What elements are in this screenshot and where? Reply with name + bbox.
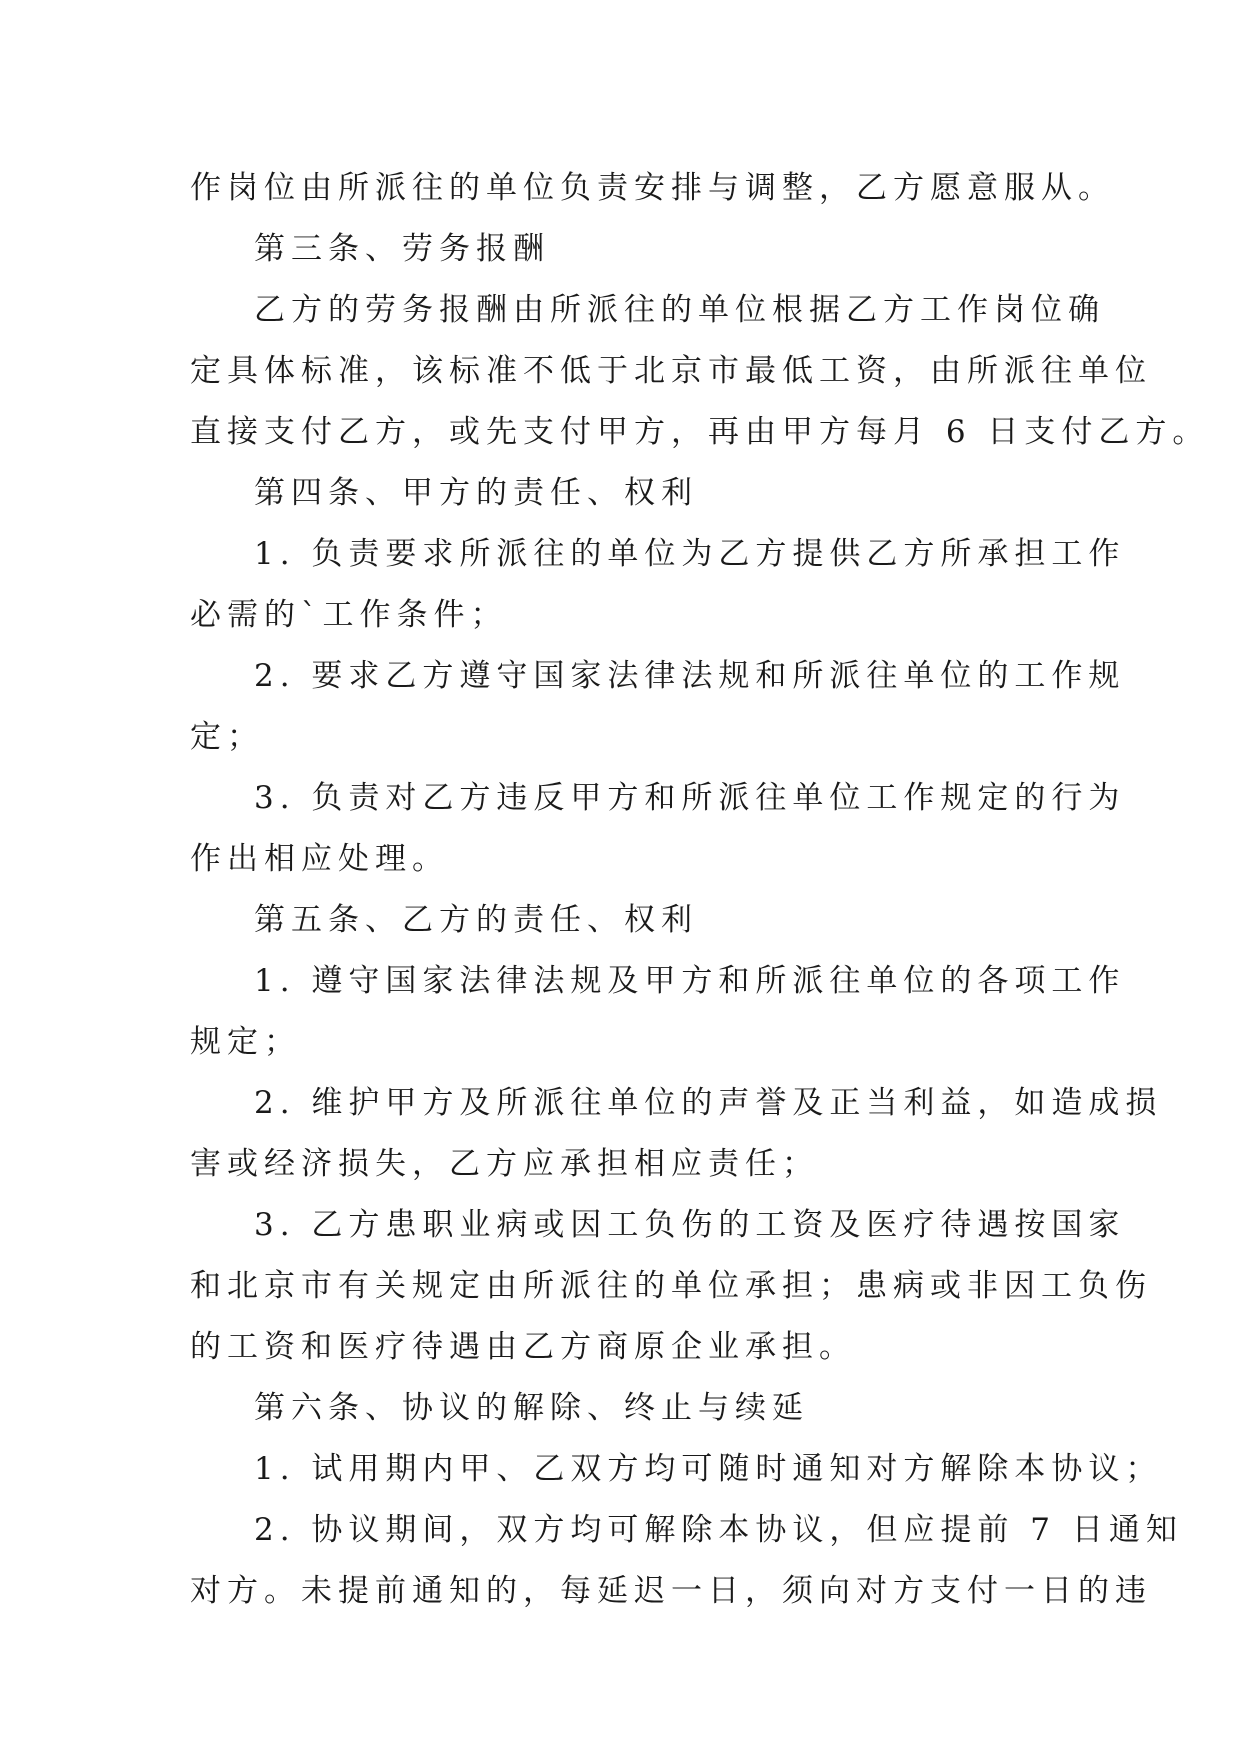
paragraph-line: 和北京市有关规定由所派往的单位承担；患病或非因工负伤: [190, 1268, 1152, 1304]
paragraph-line: 规定；: [190, 1024, 301, 1060]
paragraph-line: 必需的`工作条件；: [190, 597, 508, 633]
paragraph-line: 定；: [190, 719, 264, 755]
paragraph-line: 定具体标准，该标准不低于北京市最低工资，由所派往单位: [190, 353, 1152, 389]
list-item: 3. 负责对乙方违反甲方和所派往单位工作规定的行为: [254, 780, 1126, 816]
paragraph-line: 直接支付乙方，或先支付甲方，再由甲方每月 6 日支付乙方。: [190, 414, 1210, 450]
paragraph-line: 害或经济损失，乙方应承担相应责任；: [190, 1146, 819, 1182]
section-heading-4: 第四条、甲方的责任、权利: [254, 475, 698, 511]
section-heading-6: 第六条、协议的解除、终止与续延: [254, 1390, 809, 1426]
list-item: 2. 维护甲方及所派往单位的声誉及正当利益，如造成损: [254, 1085, 1163, 1121]
list-item: 3. 乙方患职业病或因工负伤的工资及医疗待遇按国家: [254, 1207, 1126, 1243]
list-item: 2. 要求乙方遵守国家法律法规和所派往单位的工作规: [254, 658, 1126, 694]
list-item: 1. 试用期内甲、乙双方均可随时通知对方解除本协议；: [254, 1451, 1163, 1487]
document-body: [190, 158, 1210, 1622]
list-item: 2. 协议期间，双方均可解除本协议，但应提前 7 日通知: [254, 1512, 1183, 1548]
section-heading-5: 第五条、乙方的责任、权利: [254, 902, 698, 938]
list-item: 1. 遵守国家法律法规及甲方和所派往单位的各项工作: [254, 963, 1126, 999]
paragraph-line: 对方。未提前通知的，每延迟一日，须向对方支付一日的违: [190, 1573, 1152, 1609]
paragraph-line: 乙方的劳务报酬由所派往的单位根据乙方工作岗位确: [254, 292, 1105, 328]
section-heading-3: 第三条、劳务报酬: [254, 231, 550, 267]
paragraph-line: 作出相应处理。: [190, 841, 449, 877]
list-item: 1. 负责要求所派往的单位为乙方提供乙方所承担工作: [254, 536, 1126, 572]
paragraph-line: 的工资和医疗待遇由乙方商原企业承担。: [190, 1329, 856, 1365]
paragraph-line: 作岗位由所派往的单位负责安排与调整，乙方愿意服从。: [190, 170, 1115, 206]
